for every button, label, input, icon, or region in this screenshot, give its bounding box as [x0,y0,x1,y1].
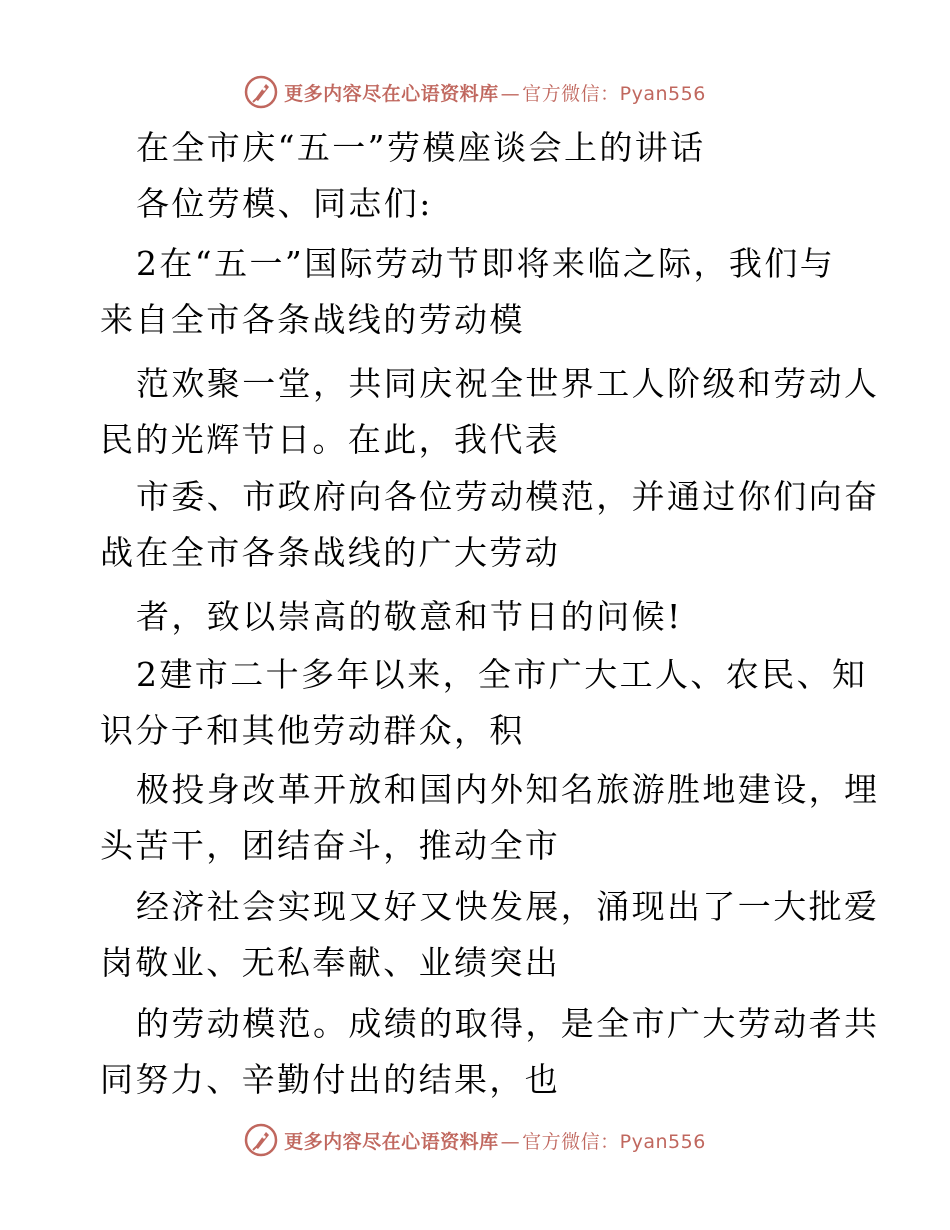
header-watermark-wechat: 官方微信：Pyan556 [522,82,706,105]
header-watermark-brand: 更多内容尽在心语资料库 [284,82,499,105]
footer-watermark-wechat: 官方微信：Pyan556 [522,1130,706,1153]
paragraph-line: 者，致以崇高的敬意和节日的问候! [136,597,683,636]
paragraph-line: 岗敬业、无私奉献、业绩突出 [100,943,561,982]
paragraph-line: 头苦干，团结奋斗，推动全市 [100,826,561,865]
footer-watermark-text [284,1127,706,1154]
pen-nib-logo-icon [244,1123,278,1157]
paragraph-line: 民的光辉节日。在此，我代表 [100,420,561,459]
paragraph-line: 来自全市各条战线的劳动模 [100,300,525,339]
paragraph-line: 2在“五一”国际劳动节即将来临之际，我们与 [136,244,836,283]
document-salutation: 各位劳模、同志们: [136,184,433,223]
paragraph-line: 战在全市各条战线的广大劳动 [100,533,561,572]
footer-watermark [0,1120,950,1160]
header-watermark-separator: — [500,82,521,105]
document-title: 在全市庆“五一”劳模座谈会上的讲话 [136,128,706,167]
paragraph-line: 的劳动模范。成绩的取得，是全市广大劳动者共 [136,1004,880,1043]
footer-watermark-separator: — [500,1130,521,1153]
paragraph-line: 2建市二十多年以来，全市广大工人、农民、知 [136,655,868,694]
paragraph-line: 识分子和其他劳动群众，积 [100,711,525,750]
paragraph-line: 经济社会实现又好又快发展，涌现出了一大批爱 [136,887,880,926]
paragraph-line: 同努力、辛勤付出的结果，也 [100,1060,561,1099]
paragraph-line: 范欢聚一堂，共同庆祝全世界工人阶级和劳动人 [136,364,880,403]
paragraph-line: 极投身改革开放和国内外知名旅游胜地建设，埋 [136,770,880,809]
paragraph-line: 市委、市政府向各位劳动模范，并通过你们向奋 [136,477,880,516]
footer-watermark-brand: 更多内容尽在心语资料库 [284,1130,499,1153]
